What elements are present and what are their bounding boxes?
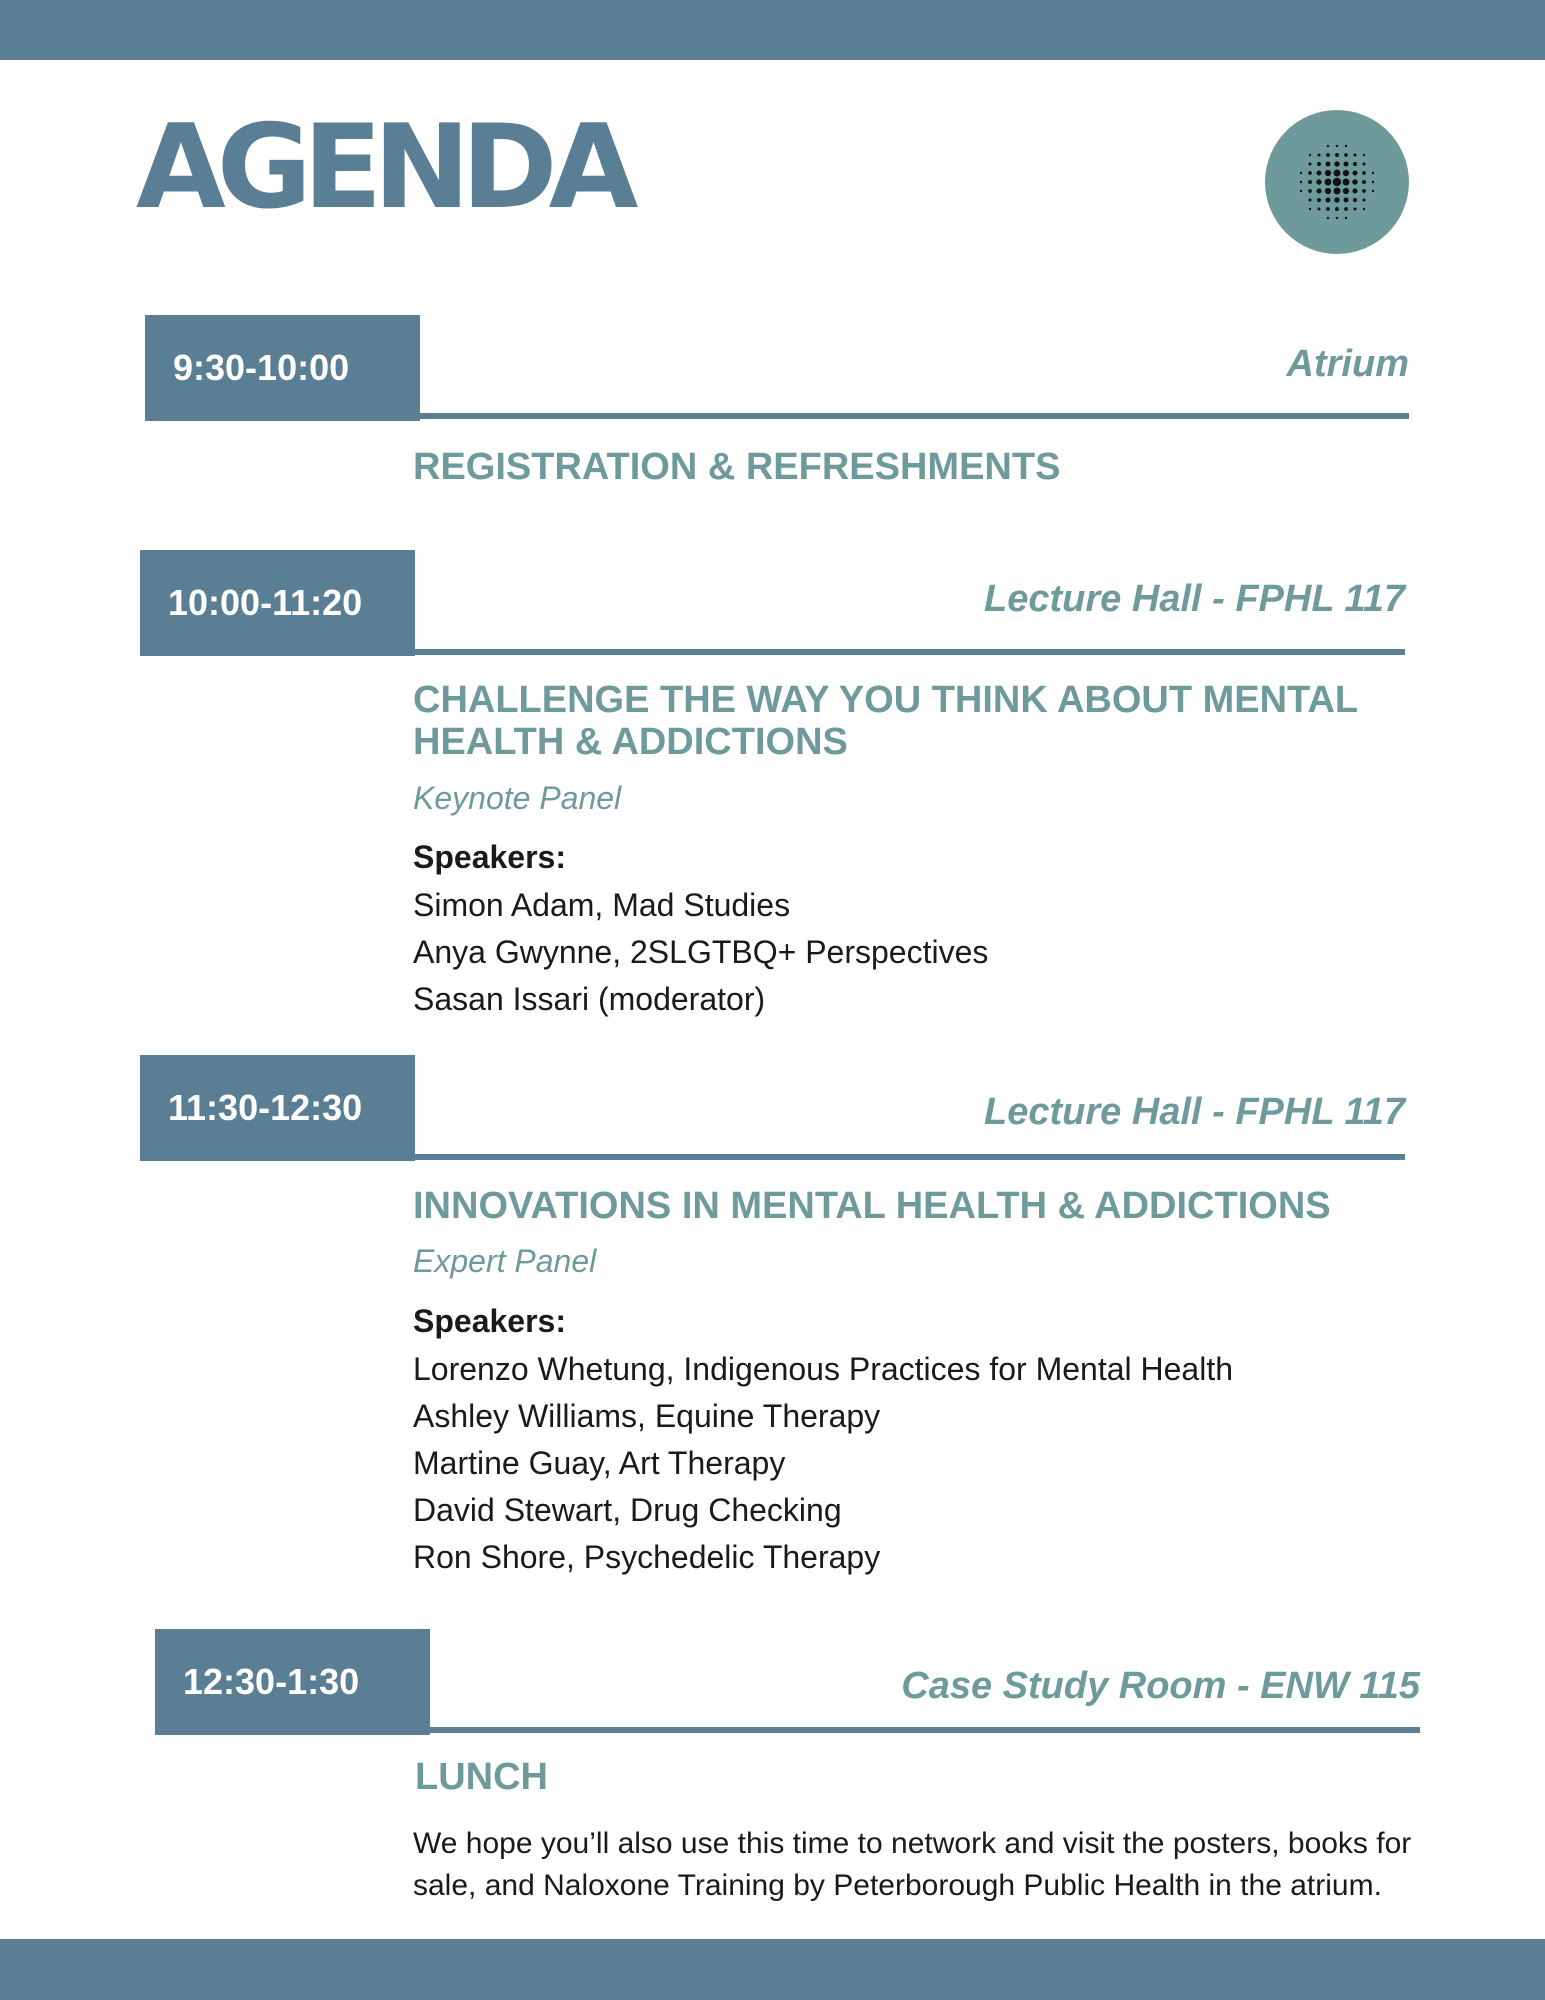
speaker-item: Ashley Williams, Equine Therapy: [413, 1398, 881, 1434]
session-type: Keynote Panel: [413, 780, 622, 816]
session-divider: [420, 413, 1409, 419]
page-title: AGENDA: [136, 100, 630, 235]
session-time: 10:00-11:20: [140, 550, 415, 656]
speaker-item: Simon Adam, Mad Studies: [413, 887, 791, 923]
session-time: 12:30-1:30: [155, 1629, 430, 1735]
session-type: Expert Panel: [413, 1243, 597, 1279]
top-band: [0, 0, 1545, 60]
speaker-list: [413, 882, 988, 1023]
speaker-item: Sasan Issari (moderator): [413, 981, 766, 1017]
speakers-heading: Speakers:: [413, 1303, 566, 1339]
speakers-heading: Speakers:: [413, 839, 566, 875]
speaker-item: Anya Gwynne, 2SLGTBQ+ Perspectives: [413, 934, 989, 970]
speaker-item: Lorenzo Whetung, Indigenous Practices for Mental Health: [413, 1351, 1234, 1387]
session-time: 9:30-10:00: [145, 315, 420, 421]
session-location: Case Study Room - ENW 115: [901, 1665, 1420, 1707]
session-location: Atrium: [1286, 343, 1409, 385]
bottom-band: [0, 1939, 1545, 2000]
session-divider: [430, 1727, 1420, 1733]
session-location: Lecture Hall - FPHL 117: [984, 578, 1405, 620]
speaker-list: [413, 1346, 1233, 1581]
session-title: REGISTRATION & REFRESHMENTS: [413, 446, 1061, 488]
session-time: 11:30-12:30: [140, 1055, 415, 1161]
speaker-item: Martine Guay, Art Therapy: [413, 1445, 786, 1481]
session-divider: [415, 1154, 1405, 1160]
speaker-item: Ron Shore, Psychedelic Therapy: [413, 1539, 881, 1575]
session-title: CHALLENGE THE WAY YOU THINK ABOUT MENTAL HEALTH & ADDICTIONS: [413, 679, 1358, 763]
lunch-description: We hope you’ll also use this time to network and visit the posters, books for sale, and Naloxone Training by Peterborough Public Health in the atrium.: [413, 1827, 1412, 1902]
session-title: LUNCH: [415, 1756, 548, 1798]
session-location: Lecture Hall - FPHL 117: [984, 1091, 1405, 1133]
session-divider: [415, 649, 1405, 655]
speaker-item: David Stewart, Drug Checking: [413, 1492, 842, 1528]
halftone-circle-icon: [1265, 110, 1409, 254]
session-title: INNOVATIONS IN MENTAL HEALTH & ADDICTIONS: [413, 1185, 1331, 1227]
